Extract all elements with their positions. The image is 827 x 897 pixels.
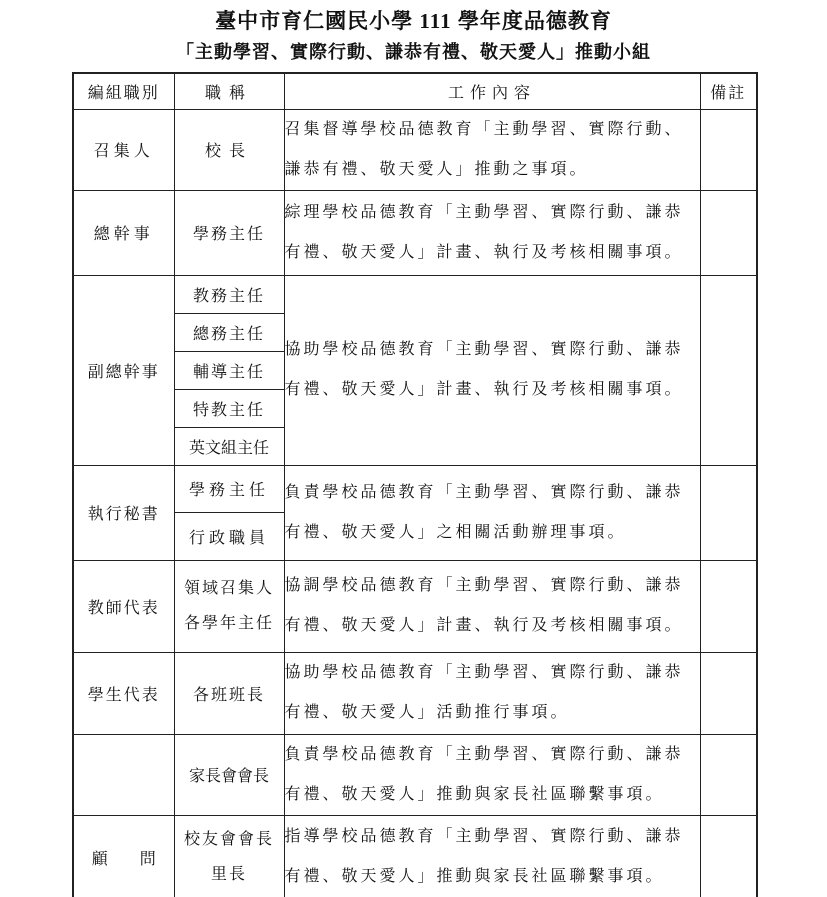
role-cell: 教師代表	[73, 560, 174, 652]
table-row-secretary-general	[73, 190, 757, 275]
title-cell: 學務主任	[174, 190, 284, 275]
title-line: 各學年主任	[183, 615, 274, 632]
title-cell	[174, 560, 284, 652]
note-cell	[700, 815, 757, 897]
role-cell: 召集人	[73, 109, 174, 190]
table-row-executive-secretary	[73, 465, 757, 512]
duty-cell: 召集督導學校品德教育「主動學習、實際行動、謙恭有禮、敬天愛人」推動之事項。	[284, 109, 700, 190]
document-title: 臺中市育仁國民小學 111 學年度品德教育	[215, 9, 612, 33]
title-cell: 各班班長	[174, 652, 284, 734]
note-cell	[700, 734, 757, 815]
title-cell: 輔導主任	[174, 351, 284, 389]
duty-cell: 協調學校品德教育「主動學習、實際行動、謙恭有禮、敬天愛人」計畫、執行及考核相關事項。	[284, 560, 700, 652]
title-cell: 教務主任	[174, 275, 284, 313]
title-cell: 行政職員	[174, 512, 284, 560]
table-header-row	[73, 73, 757, 109]
role-cell: 總幹事	[73, 190, 174, 275]
table-row-parent-chair	[73, 734, 757, 815]
committee-table	[72, 72, 758, 897]
title-line: 里長	[210, 866, 247, 884]
note-cell	[700, 465, 757, 560]
column-header-note: 備註	[700, 73, 757, 109]
duty-cell: 負責學校品德教育「主動學習、實際行動、謙恭有禮、敬天愛人」推動與家長社區聯繫事項。	[284, 734, 700, 815]
column-header-duty: 工作內容	[284, 73, 700, 109]
note-cell	[700, 109, 757, 190]
table-row-convener	[73, 109, 757, 190]
title-cell	[174, 815, 284, 897]
role-cell: 副總幹事	[73, 275, 174, 465]
duty-cell: 綜理學校品德教育「主動學習、實際行動、謙恭有禮、敬天愛人」計畫、執行及考核相關事項。	[284, 190, 700, 275]
document-subtitle: 「主動學習、實際行動、謙恭有禮、敬天愛人」推動小組	[176, 42, 651, 62]
note-cell	[700, 652, 757, 734]
title-cell: 家長會會長	[174, 734, 284, 815]
title-cell: 總務主任	[174, 313, 284, 351]
note-cell	[700, 190, 757, 275]
column-header-role: 編組職別	[73, 73, 174, 109]
role-cell: 顧 問	[73, 815, 174, 897]
role-cell: 學生代表	[73, 652, 174, 734]
note-cell	[700, 275, 757, 465]
table-row-student-rep	[73, 652, 757, 734]
column-header-title: 職稱	[174, 73, 284, 109]
duty-cell: 負責學校品德教育「主動學習、實際行動、謙恭有禮、敬天愛人」之相關活動辦理事項。	[284, 465, 700, 560]
role-cell: 執行秘書	[73, 465, 174, 560]
table-row-advisor	[73, 815, 757, 897]
duty-cell: 指導學校品德教育「主動學習、實際行動、謙恭有禮、敬天愛人」推動與家長社區聯繫事項。	[284, 815, 700, 897]
table-row-teacher-rep	[73, 560, 757, 652]
table-row-deputy-secretary	[73, 275, 757, 313]
duty-cell: 協助學校品德教育「主動學習、實際行動、謙恭有禮、敬天愛人」計畫、執行及考核相關事項。	[284, 275, 700, 465]
title-cell: 英文組主任	[174, 427, 284, 465]
title-line: 校友會會長	[183, 831, 274, 849]
title-line: 領域召集人	[183, 580, 274, 597]
role-cell	[73, 734, 174, 815]
title-cell: 校長	[174, 109, 284, 190]
title-cell: 特教主任	[174, 389, 284, 427]
duty-cell: 協助學校品德教育「主動學習、實際行動、謙恭有禮、敬天愛人」活動推行事項。	[284, 652, 700, 734]
title-cell: 學務主任	[174, 465, 284, 512]
note-cell	[700, 560, 757, 652]
